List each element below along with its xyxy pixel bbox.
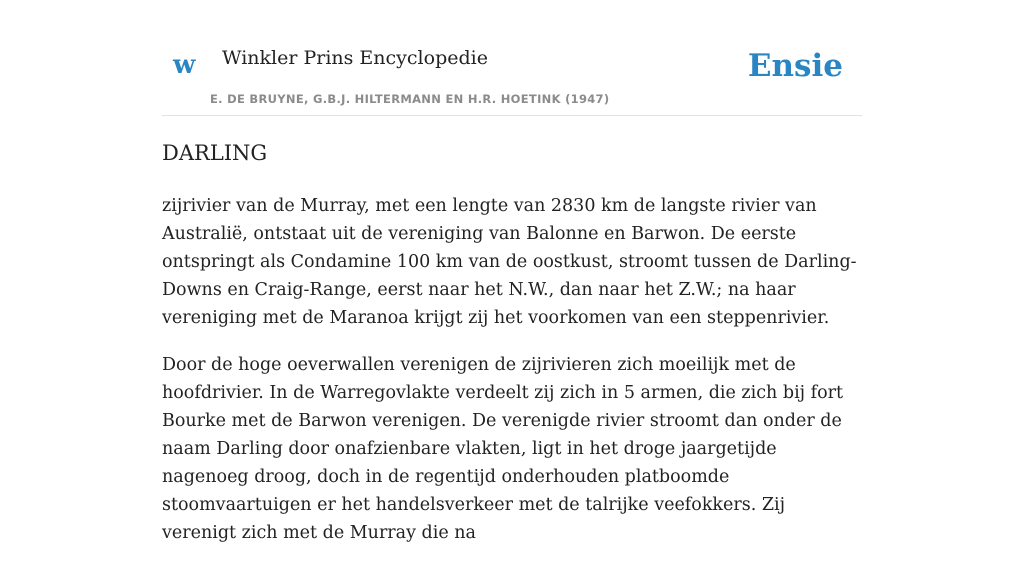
source-authors: E. DE BRUYNE, G.B.J. HILTERMANN EN H.R. HOETINK (1947) [210,92,610,106]
source-logo: w [173,50,196,80]
article-body [162,192,862,566]
article-title: DARLING [162,141,268,165]
article-paragraph: zijrivier van de Murray, met een lengte van 2830 km de langste rivier van Australië, ontstaat uit de vereniging van Balonne en Barwon. De eerste ontspringt als Condamine 100 km van de oostkust, stroomt tussen de Darling-Downs en Craig-Range, eerst naar het N.W., dan naar het Z.W.; na haar vereniging met de Maranoa krijgt zij het voorkomen van een steppenrivier. [162,196,857,328]
brand-logo[interactable]: Ensie [747,48,843,84]
article-paragraph: Door de hoge oeverwallen verenigen de zijrivieren zich moeilijk met de hoofdrivier. In de Warregovlakte verdeelt zij zich in 5 armen, die zich bij fort Bourke met de Barwon verenigen. De verenigde rivier stroomt dan onder de naam Darling door onafzienbare vlakten, ligt in het droge jaargetijde nagenoeg droog, doch in de regentijd onderhouden platboomde stoomvaartuigen er het handelsverkeer met de talrijke veefokkers. Zij verenigt zich met de Murray die na [162,355,844,543]
source-header [162,40,862,116]
source-title[interactable]: Winkler Prins Encyclopedie [222,47,488,69]
